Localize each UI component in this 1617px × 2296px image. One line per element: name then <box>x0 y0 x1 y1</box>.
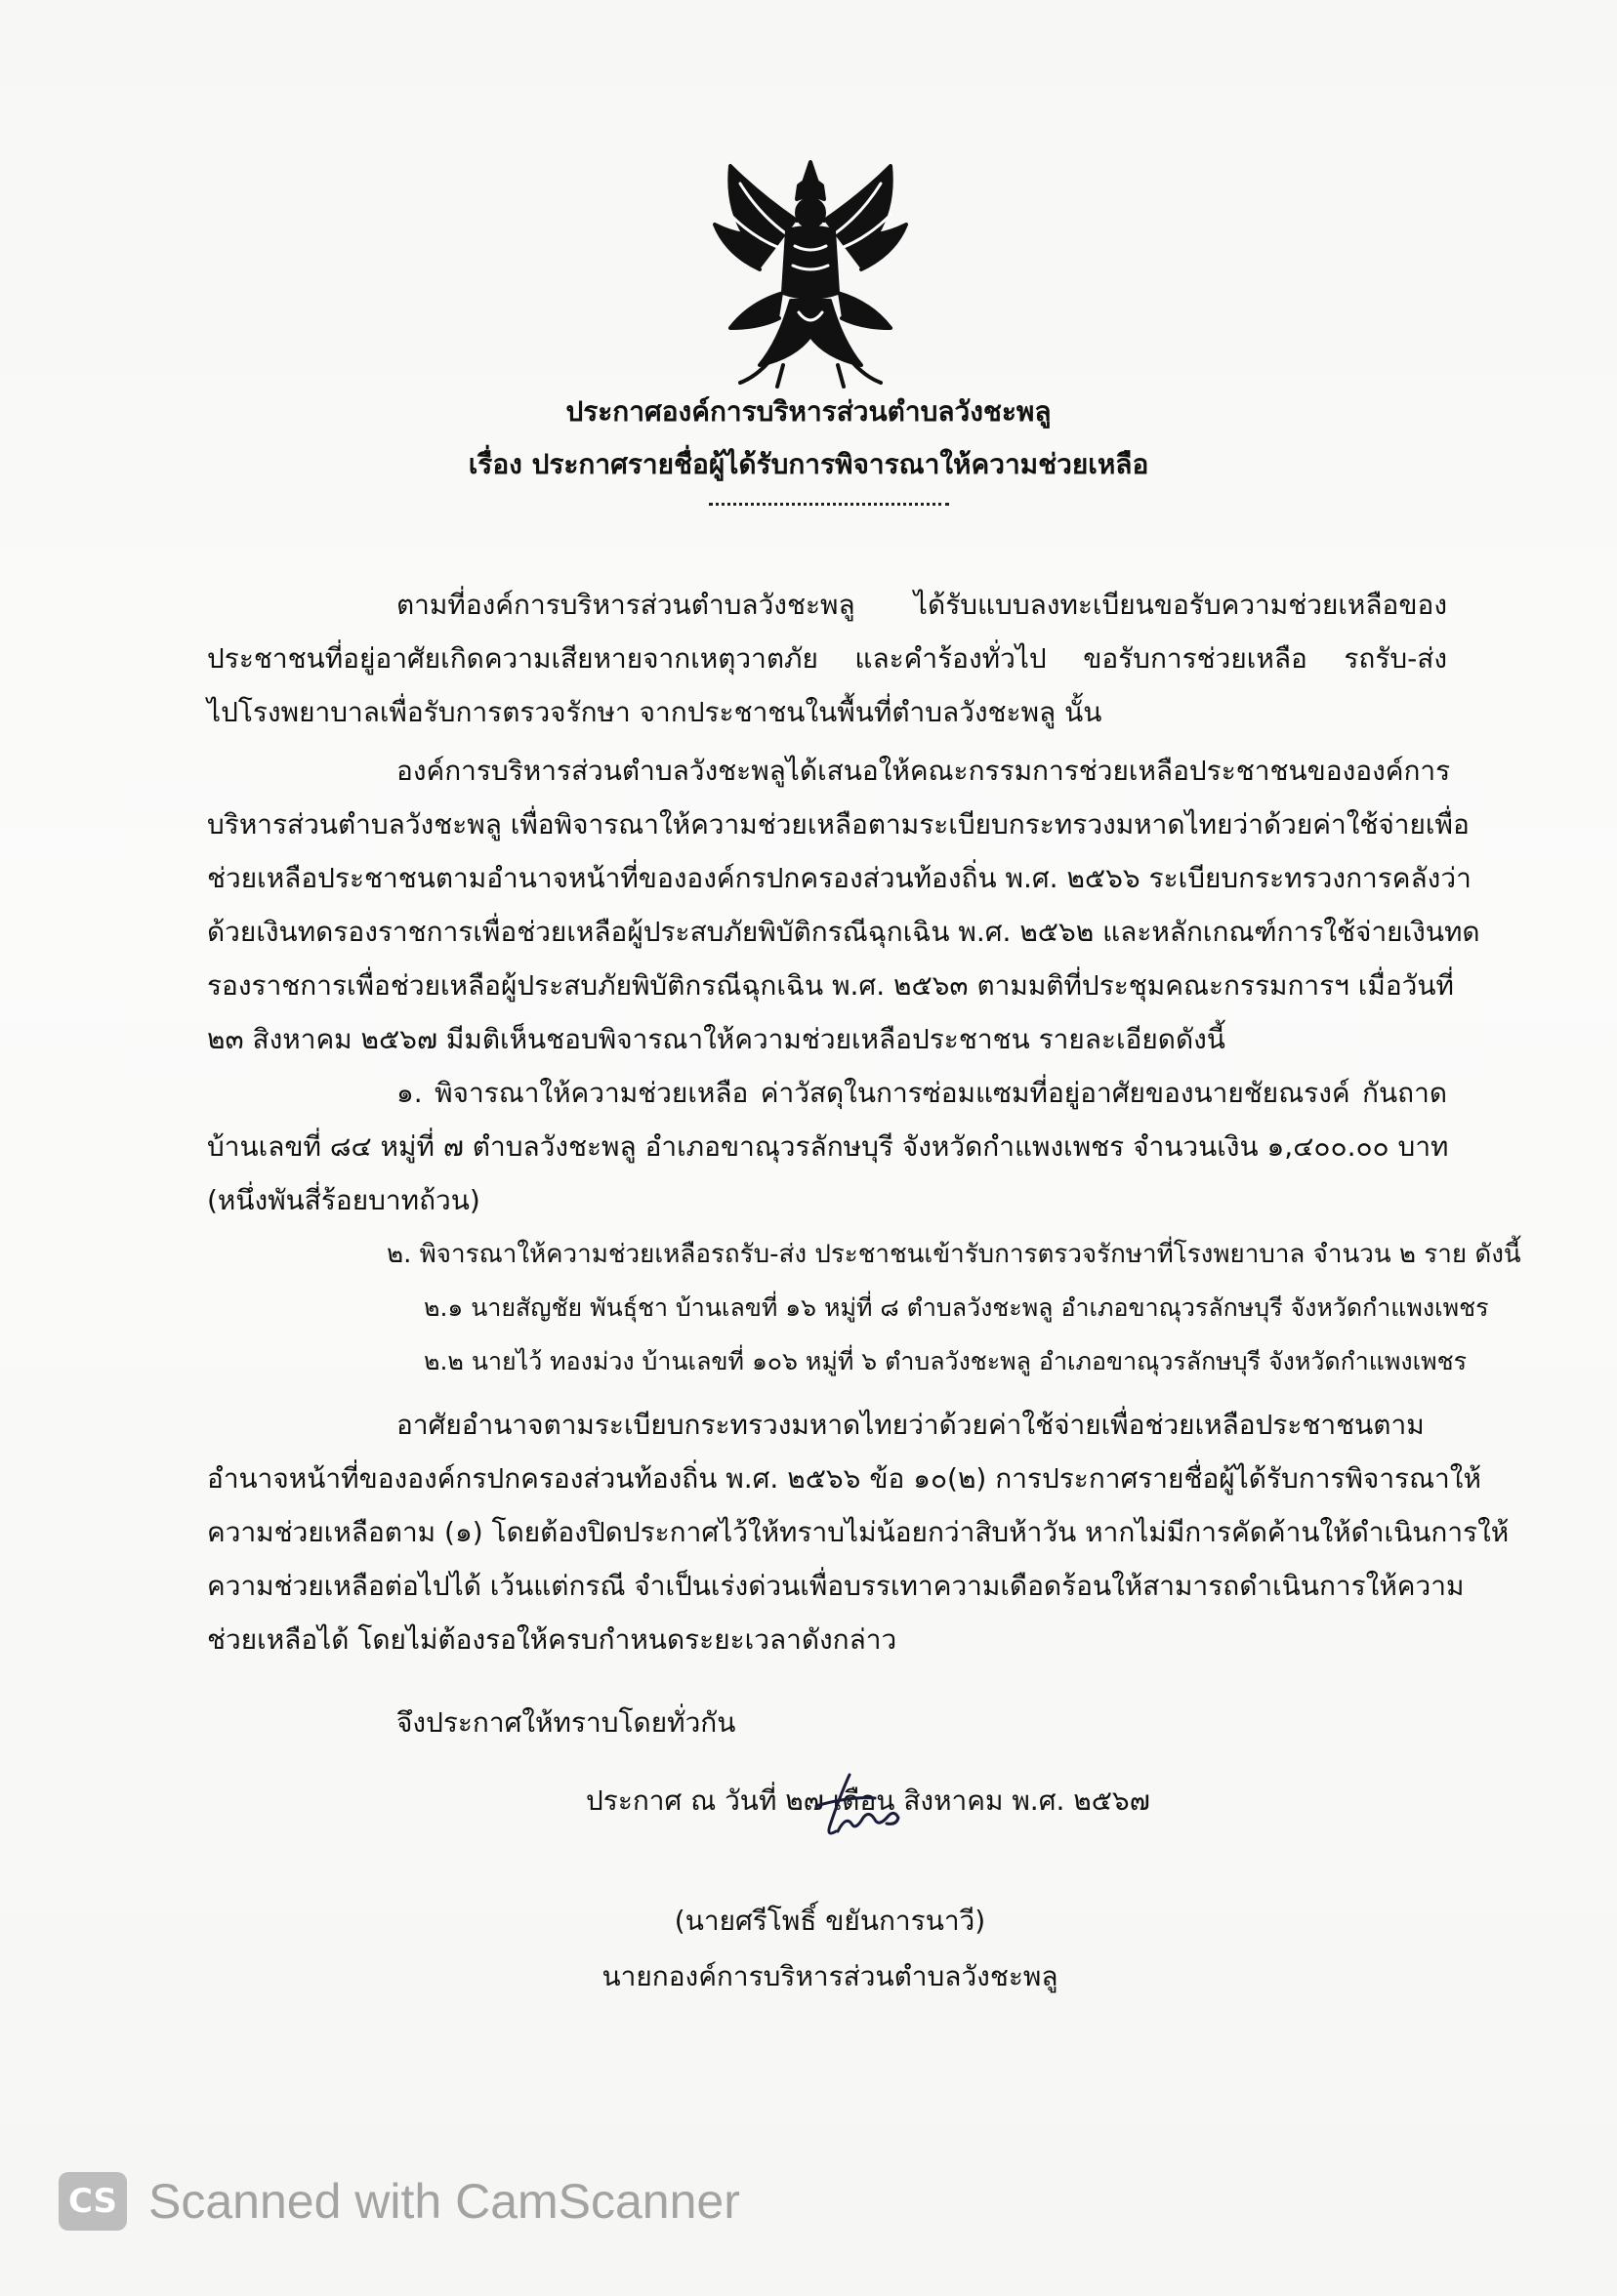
para1-line: ประชาชนที่อยู่อาศัยเกิดความเสียหายจากเหตุวาตภัย และคำร้องทั่วไป ขอรับการช่วยเหลือ รถรับ-ส่ง <box>207 642 1447 675</box>
signature-icon <box>781 1767 928 1865</box>
item1-line: บ้านเลขที่ ๘๔ หมู่ที่ ๗ ตำบลวังชะพลู อำเภอขาณุวรลักษบุรี จังหวัดกำแพงเพชร จำนวนเงิน ๑,๔๐๐.๐๐ บาท <box>207 1130 1449 1163</box>
para2-line: องค์การบริหารส่วนตำบลวังชะพลูได้เสนอให้คณะกรรมการช่วยเหลือประชาชนขององค์การ <box>396 755 1451 787</box>
date-line: ประกาศ ณ วันที่ ๒๗ เดือน สิงหาคม พ.ศ. ๒๕๖๗ <box>586 1784 1150 1817</box>
item1-line: ๑. พิจารณาให้ความช่วยเหลือ ค่าวัสดุในการซ่อมแซมที่อยู่อาศัยของนายชัยณรงค์ กันถาด <box>396 1077 1447 1109</box>
para3-line: ความช่วยเหลือตาม (๑) โดยต้องปิดประกาศไว้ให้ทราบไม่น้อยกว่าสิบห้าวัน หากไม่มีการคัดค้านให้ดำเนินการให้ <box>207 1516 1510 1548</box>
announce-line: จึงประกาศให้ทราบโดยทั่วกัน <box>396 1706 736 1739</box>
para2-line: บริหารส่วนตำบลวังชะพลู เพื่อพิจารณาให้ความช่วยเหลือตามระเบียบกระทรวงมหาดไทยว่าด้วยค่าใช้จ่ายเพื่อ <box>207 808 1470 840</box>
camscanner-watermark <box>59 2167 740 2235</box>
para2-line: ๒๓ สิงหาคม ๒๕๖๗ มีมติเห็นชอบพิจารณาให้ความช่วยเหลือประชาชน รายละเอียดดังนี้ <box>207 1023 1225 1055</box>
item2-2-line: ๒.๒ นายไว้ ทองม่วง บ้านเลขที่ ๑๐๖ หมู่ที่ ๖ ตำบลวังชะพลู อำเภอขาณุวรลักษบุรี จังหวัดกำแพงเพชร <box>424 1347 1467 1375</box>
camscanner-logo: CS <box>59 2172 127 2231</box>
item1-line: (หนึ่งพันสี่ร้อยบาทถ้วน) <box>207 1184 480 1216</box>
para1-line: ตามที่องค์การบริหารส่วนตำบลวังชะพลู ได้รับแบบลงทะเบียนขอรับความช่วยเหลือของ <box>396 589 1447 621</box>
camscanner-text: Scanned with CamScanner <box>148 2174 740 2229</box>
para2-line: รองราชการเพื่อช่วยเหลือผู้ประสบภัยพิบัติกรณีฉุกเฉิน พ.ศ. ๒๕๖๓ ตามมติที่ประชุมคณะกรรมการฯ เมื่อวันที่ <box>207 969 1454 1002</box>
garuda-emblem-icon <box>701 156 920 390</box>
item2-1-line: ๒.๑ นายสัญชัย พันธุ์ชา บ้านเลขที่ ๑๖ หมู่ที่ ๘ ตำบลวังชะพลู อำเภอขาณุวรลักษบุรี จังหวัดกำแพงเพชร <box>424 1293 1489 1322</box>
item2-line: ๒. พิจารณาให้ความช่วยเหลือรถรับ-ส่ง ประชาชนเข้ารับการตรวจรักษาที่โรงพยาบาล จำนวน ๒ ราย ดังนี้ <box>387 1240 1521 1269</box>
para2-line: ช่วยเหลือประชาชนตามอำนาจหน้าที่ขององค์กรปกครองส่วนท้องถิ่น พ.ศ. ๒๕๖๖ ระเบียบกระทรวงการคลังว่า <box>207 862 1472 894</box>
para3-line: ช่วยเหลือได้ โดยไม่ต้องรอให้ครบกำหนดระยะเวลาดังกล่าว <box>207 1623 897 1656</box>
signer-title: นายกองค์การบริหารส่วนตำบลวังชะพลู <box>601 1960 1058 1992</box>
signer-name: (นายศรีโพธิ์ ขยันการนาวี) <box>674 1905 986 1937</box>
document-subject: เรื่อง ประกาศรายชื่อผู้ได้รับการพิจารณาให้ความช่วยเหลือ <box>468 448 1149 480</box>
para1-line: ไปโรงพยาบาลเพื่อรับการตรวจรักษา จากประชาชนในพื้นที่ตำบลวังชะพลู นั้น <box>207 696 1102 728</box>
dotted-divider <box>709 503 949 506</box>
para3-line: อำนาจหน้าที่ขององค์กรปกครองส่วนท้องถิ่น พ.ศ. ๒๕๖๖ ข้อ ๑๐(๒) การประกาศรายชื่อผู้ได้รับการพิจารณาให้ <box>207 1462 1481 1495</box>
para2-line: ด้วยเงินทดรองราชการเพื่อช่วยเหลือผู้ประสบภัยพิบัติกรณีฉุกเฉิน พ.ศ. ๒๕๖๒ และหลักเกณฑ์การใช้จ่ายเงินทด <box>207 916 1480 948</box>
para3-line: ความช่วยเหลือต่อไปได้ เว้นแต่กรณี จำเป็นเร่งด่วนเพื่อบรรเทาความเดือดร้อนให้สามารถดำเนินการให้ความ <box>207 1570 1465 1602</box>
document-title: ประกาศองค์การบริหารส่วนตำบลวังชะพลู <box>565 395 1052 428</box>
para3-line: อาศัยอำนาจตามระเบียบกระทรวงมหาดไทยว่าด้วยค่าใช้จ่ายเพื่อช่วยเหลือประชาชนตาม <box>396 1409 1425 1441</box>
